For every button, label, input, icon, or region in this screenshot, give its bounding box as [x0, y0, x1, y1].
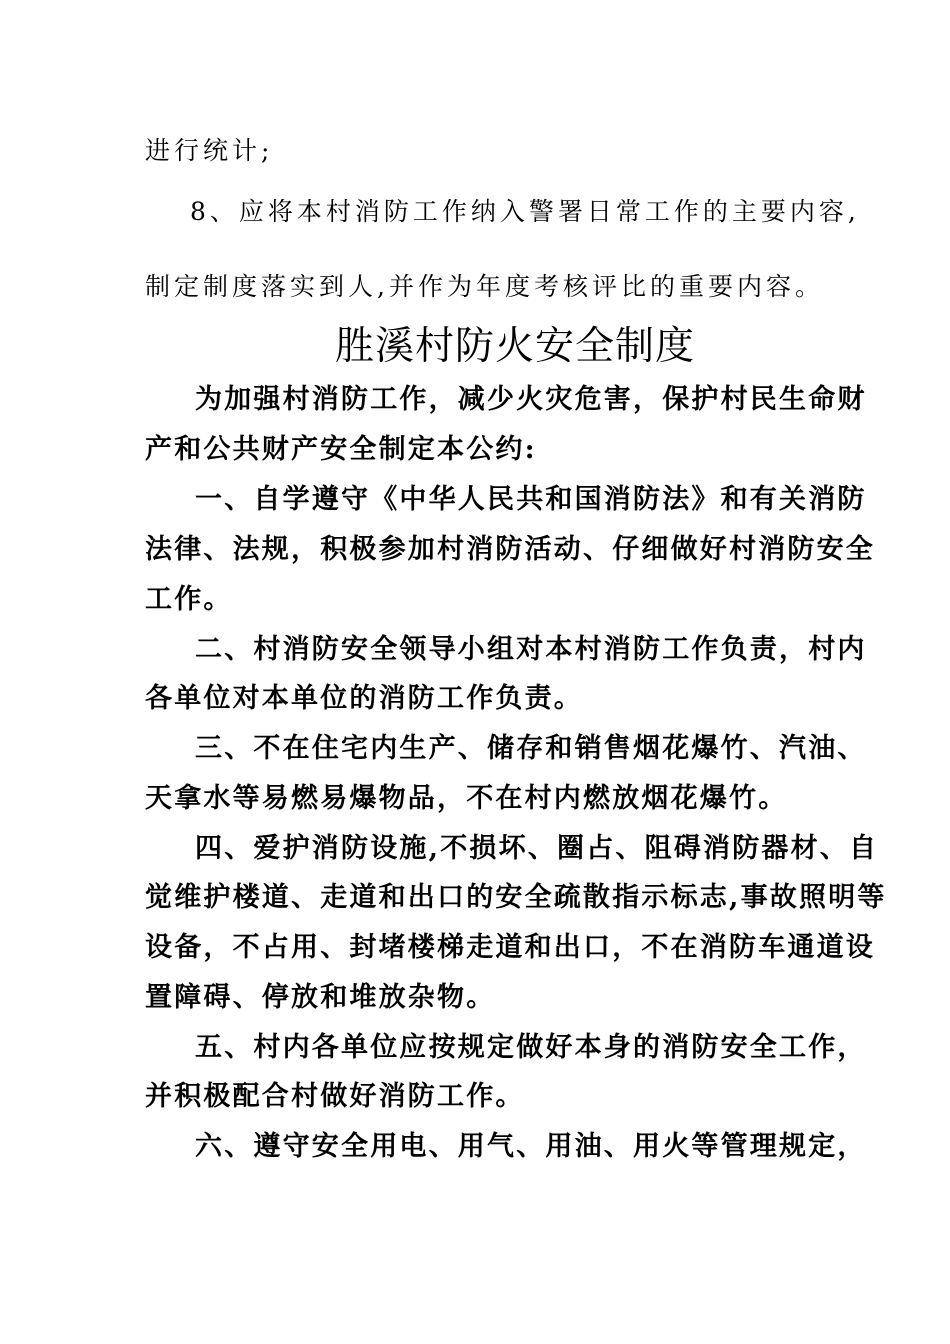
paragraph-2-line-1: 二、村消防安全领导小组对本村消防工作负责，村内 [195, 634, 867, 665]
previous-section-line-3: 制定制度落实到人,并作为年度考核评比的重要内容。 [145, 272, 824, 301]
paragraph-5-line-1: 五、村内各单位应按规定做好本身的消防安全工作， [195, 1032, 867, 1063]
paragraph-1-line-2: 法律、法规，积极参加村消防活动、仔细做好村消防安全 [145, 534, 875, 565]
paragraph-3-line-1: 三、不在住宅内生产、储存和销售烟花爆竹、汽油、 [195, 733, 867, 764]
paragraph-5-line-2: 并积极配合村做好消防工作。 [145, 1081, 525, 1112]
paragraph-intro-line-1: 为加强村消防工作，减少火灾危害，保护村民生命财 [195, 384, 867, 415]
document-title: 胜溪村防火安全制度 [334, 324, 695, 369]
paragraph-4-line-2: 觉维护楼道、走道和出口的安全疏散指示标志,事故照明等 [145, 882, 887, 913]
paragraph-2-line-2: 各单位对本单位的消防工作负责。 [145, 683, 583, 714]
paragraph-3-line-2: 天拿水等易燃易爆物品，不在村内燃放烟花爆竹。 [145, 783, 788, 814]
previous-section-line-2: 8、应将本村消防工作纳入警署日常工作的主要内容, [190, 197, 860, 226]
paragraph-1-line-1: 一、自学遵守《中华人民共和国消防法》和有关消防 [195, 484, 867, 515]
previous-section-line-1: 进行统计; [145, 136, 274, 165]
paragraph-1-line-3: 工作。 [145, 584, 233, 615]
paragraph-6-line-1: 六、遵守安全用电、用气、用油、用火等管理规定， [195, 1131, 867, 1162]
paragraph-4-line-4: 置障碍、停放和堆放杂物。 [145, 982, 496, 1013]
paragraph-intro-line-2: 产和公共财产安全制定本公约: [145, 434, 537, 465]
paragraph-4-line-1: 四、爱护消防设施,不损坏、圈占、阻碍消防器材、自 [195, 833, 879, 864]
paragraph-4-line-3: 设备，不占用、封堵楼梯走道和出口，不在消防车通道设 [145, 932, 875, 963]
